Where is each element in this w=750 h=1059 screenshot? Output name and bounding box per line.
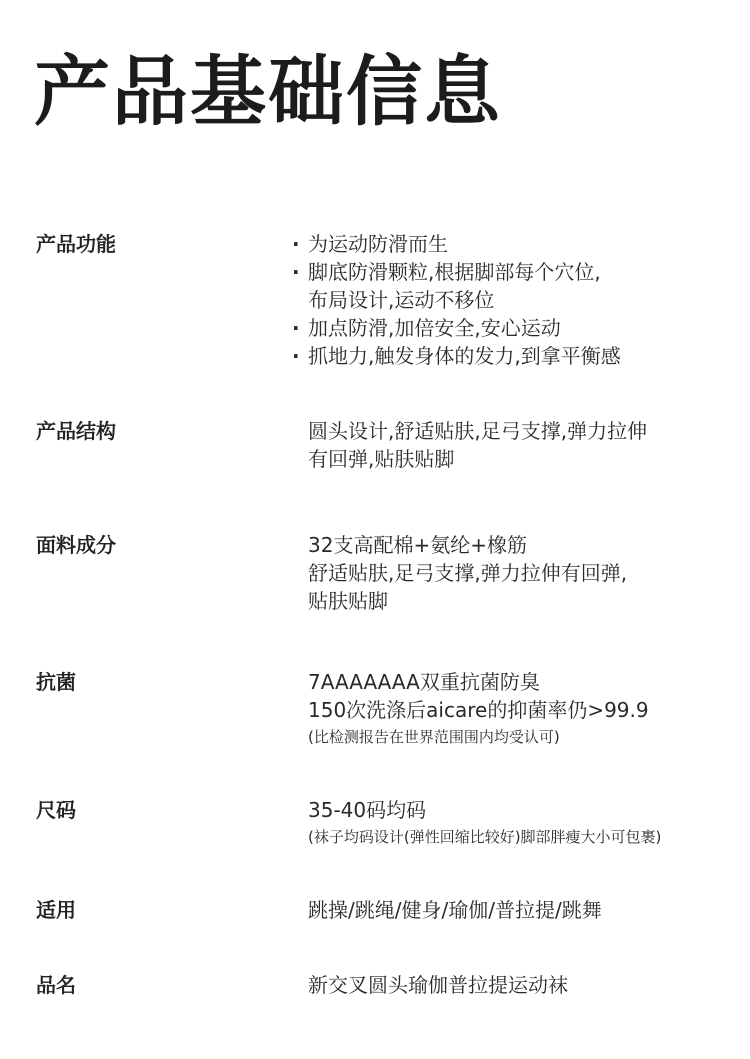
material-line: 舒适贴肤,足弓支撑,弹力拉伸有回弹,: [308, 561, 628, 585]
bullet-dot: ·: [292, 232, 300, 256]
spec-label-usage: 适用: [36, 898, 76, 922]
feature-line: 布局设计,运动不移位: [308, 288, 495, 312]
material-line: 32支高配棉+氨纶+橡筋: [308, 533, 527, 557]
feature-line: · 脚底防滑颗粒,根据脚部每个穴位,: [292, 260, 601, 284]
size-line: 35-40码均码: [308, 798, 427, 822]
spec-value-size: [308, 796, 738, 850]
spec-label-structure: 产品结构: [36, 419, 116, 443]
feature-line: · 加点防滑,加倍安全,安心运动: [292, 316, 561, 340]
usage-line: 跳操/跳绳/健身/瑜伽/普拉提/跳舞: [308, 898, 602, 922]
antibacterial-line: 150次洗涤后aicare的抑菌率仍>99.9: [308, 698, 649, 722]
bullet-dot: ·: [292, 316, 300, 340]
spec-label-antibacterial: 抗菌: [36, 670, 76, 694]
material-line: 贴肤贴脚: [308, 589, 388, 613]
size-note: (袜子均码设计(弹性回缩比较好)脚部胖瘦大小可包裹): [308, 828, 662, 846]
spec-value-antibacterial: [308, 668, 738, 750]
structure-line: 圆头设计,舒适贴肤,足弓支撑,弹力拉伸: [308, 419, 648, 443]
spec-value-name: [308, 971, 738, 999]
antibacterial-note: (比检测报告在世界范围围内均受认可): [308, 728, 560, 746]
feature-line: · 为运动防滑而生: [292, 232, 448, 256]
spec-label-size: 尺码: [36, 798, 76, 822]
name-line: 新交叉圆头瑜伽普拉提运动袜: [308, 973, 568, 997]
bullet-dot: ·: [292, 344, 300, 368]
antibacterial-line: 7AAAAAAA双重抗菌防臭: [308, 670, 540, 694]
spec-value-structure: [308, 417, 738, 473]
feature-line: · 抓地力,触发身体的发力,到拿平衡感: [292, 344, 621, 368]
spec-value-usage: [308, 896, 738, 924]
spec-label-material: 面料成分: [36, 533, 116, 557]
page-title: 产品基础信息: [34, 47, 502, 136]
spec-label-features: 产品功能: [36, 232, 116, 256]
spec-value-features: [292, 230, 738, 370]
structure-line: 有回弹,贴肤贴脚: [308, 447, 455, 471]
spec-value-material: [308, 531, 738, 615]
spec-label-name: 品名: [36, 973, 76, 997]
bullet-dot: ·: [292, 260, 300, 284]
